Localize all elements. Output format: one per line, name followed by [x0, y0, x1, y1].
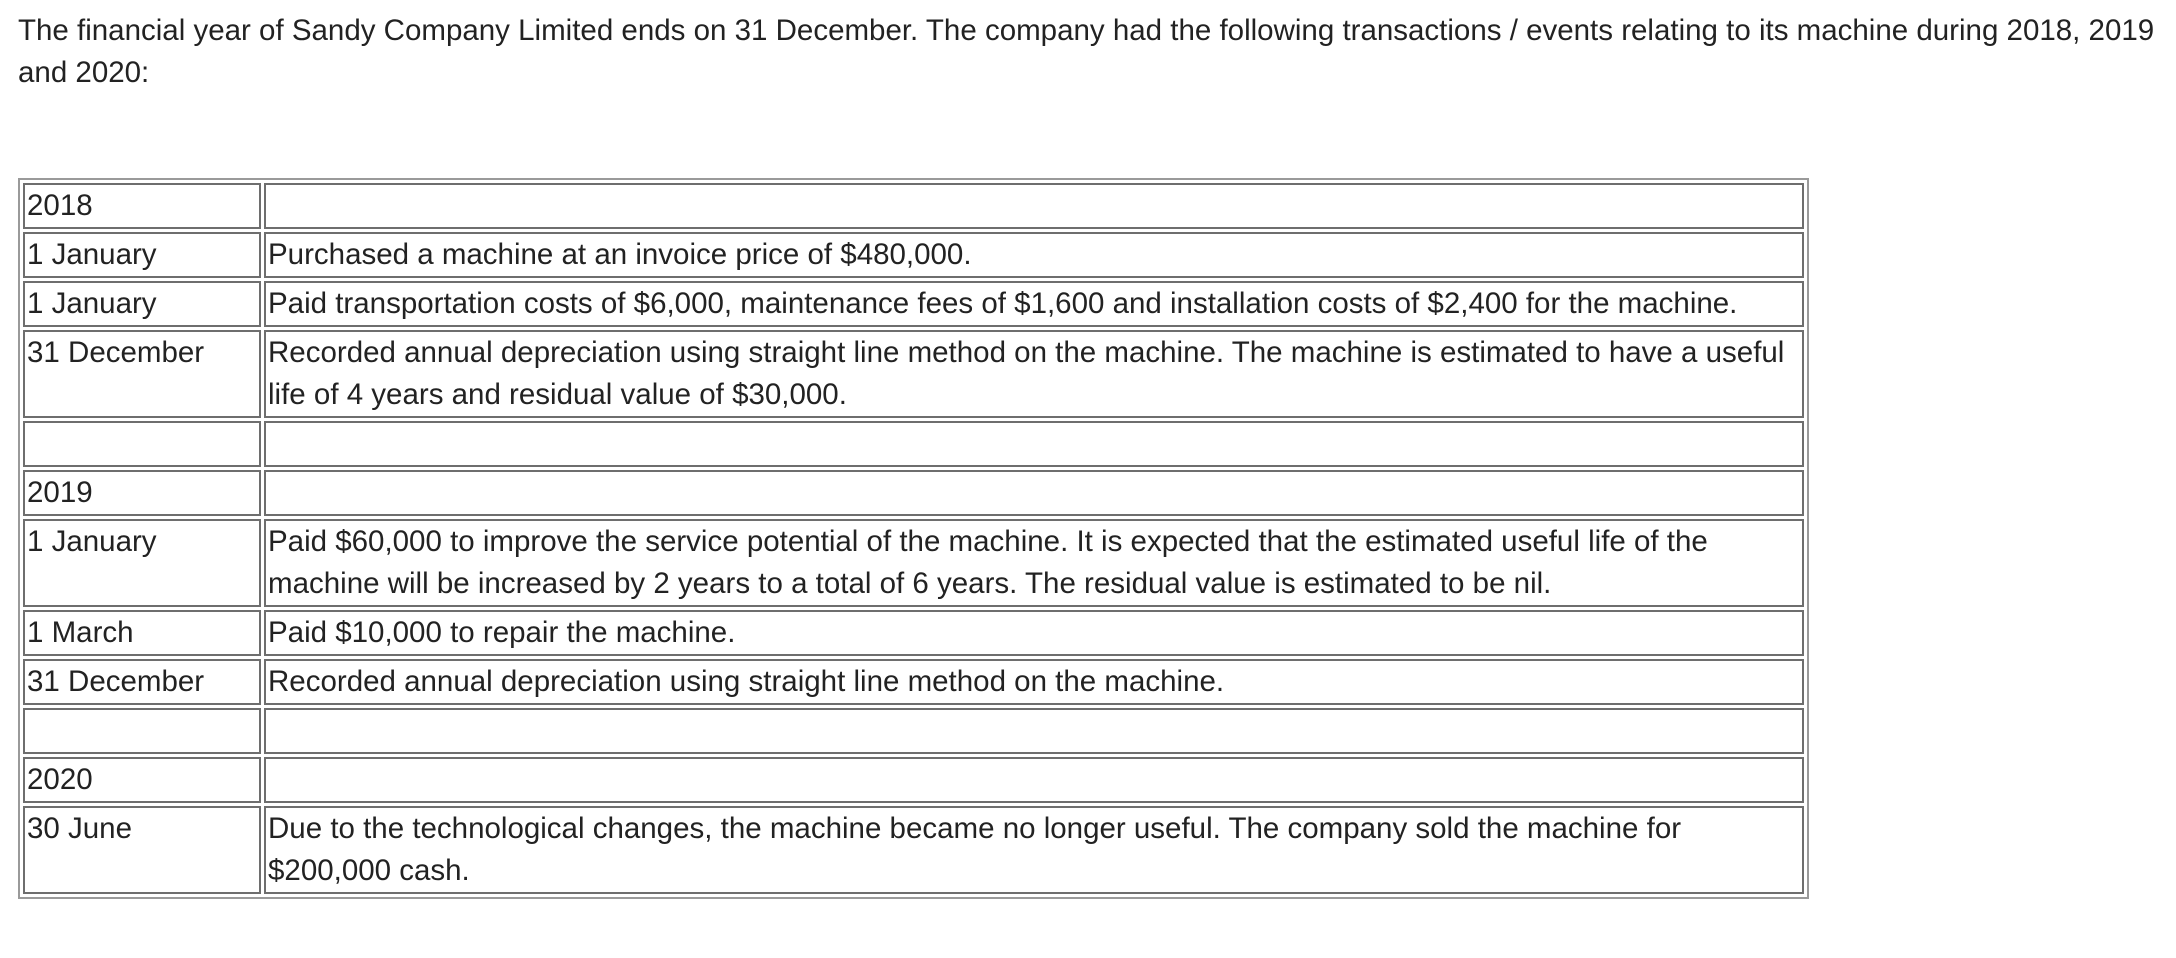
- description-cell: Paid $60,000 to improve the service potential of the machine. It is expected that the estimated useful life of the machine will be increased by 2 years to a total of 6 years. The residual value is estimated to be nil.: [264, 519, 1804, 607]
- date-cell: 31 December: [23, 330, 261, 418]
- date-cell: [23, 708, 261, 754]
- date-cell: 2018: [23, 183, 261, 229]
- table-row: [23, 659, 1804, 705]
- description-cell: [264, 757, 1804, 803]
- description-cell: Paid $10,000 to repair the machine.: [264, 610, 1804, 656]
- description-cell: [264, 421, 1804, 467]
- description-cell: Recorded annual depreciation using straight line method on the machine. The machine is estimated to have a useful life of 4 years and residual value of $30,000.: [264, 330, 1804, 418]
- description-cell: Paid transportation costs of $6,000, maintenance fees of $1,600 and installation costs of $2,400 for the machine.: [264, 281, 1804, 327]
- intro-paragraph: The financial year of Sandy Company Limited ends on 31 December. The company had the following transactions / events relating to its machine during 2018, 2019 and 2020:: [18, 14, 2155, 89]
- date-cell: 31 December: [23, 659, 261, 705]
- date-cell: 1 March: [23, 610, 261, 656]
- table-row: [23, 708, 1804, 754]
- table-row: [23, 470, 1804, 516]
- table-row: [23, 330, 1804, 418]
- table-row: [23, 281, 1804, 327]
- date-cell: [23, 421, 261, 467]
- description-cell: Purchased a machine at an invoice price of $480,000.: [264, 232, 1804, 278]
- table-row: [23, 519, 1804, 607]
- date-cell: 1 January: [23, 281, 261, 327]
- date-cell: 2019: [23, 470, 261, 516]
- description-cell: Due to the technological changes, the machine became no longer useful. The company sold the machine for $200,000 cash.: [264, 806, 1804, 894]
- date-cell: 2020: [23, 757, 261, 803]
- table-row: [23, 757, 1804, 803]
- table-row: [23, 806, 1804, 894]
- description-cell: Recorded annual depreciation using straight line method on the machine.: [264, 659, 1804, 705]
- table-row: [23, 183, 1804, 229]
- date-cell: 30 June: [23, 806, 261, 894]
- description-cell: [264, 183, 1804, 229]
- table-row: [23, 232, 1804, 278]
- description-cell: [264, 470, 1804, 516]
- table-row: [23, 610, 1804, 656]
- date-cell: 1 January: [23, 519, 261, 607]
- table-row: [23, 421, 1804, 467]
- description-cell: [264, 708, 1804, 754]
- date-cell: 1 January: [23, 232, 261, 278]
- transactions-table: [18, 178, 1809, 899]
